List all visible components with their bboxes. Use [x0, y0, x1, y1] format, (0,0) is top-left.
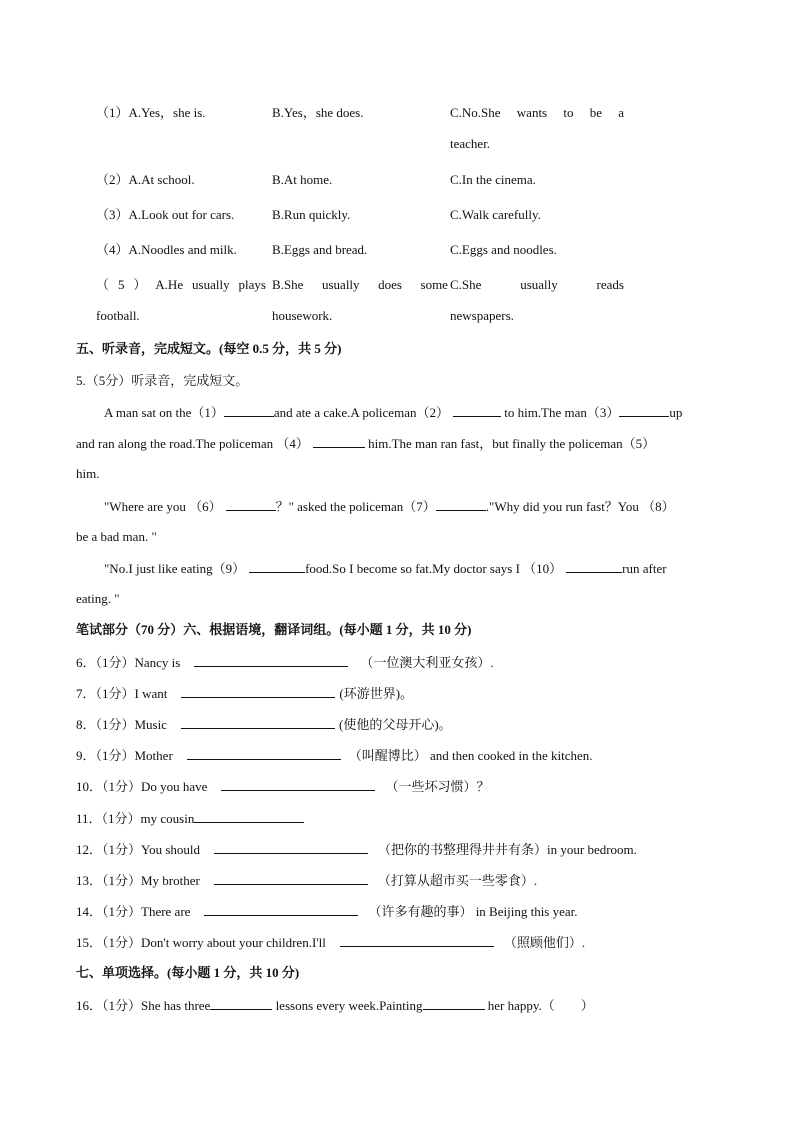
hint: （把你的书整理得井井有条）in your bedroom.	[378, 842, 637, 857]
question-text: 10．（1分）Do you have	[76, 779, 208, 794]
word: usually	[321, 277, 360, 292]
option-2b: B.At home.	[272, 172, 333, 187]
question-text: 16．（1分）She has three	[76, 998, 211, 1013]
question-text: 14．（1分）There are	[76, 904, 191, 919]
option-5a	[96, 277, 266, 293]
passage-line-2	[76, 435, 655, 452]
option-2a: （2）A.At school.	[96, 172, 195, 187]
word: reads	[596, 277, 624, 292]
blank-2[interactable]	[453, 404, 501, 417]
answer-blank[interactable]	[181, 716, 335, 729]
text: him.The man ran fast，but finally the policeman（5）	[364, 436, 656, 451]
question-10	[76, 778, 489, 795]
option-3b: B.Run quickly.	[272, 207, 351, 222]
text: food.So I become so fat.My doctor says I （10）	[305, 561, 563, 576]
option-1b: B.Yes，she does.	[272, 105, 364, 120]
question-text: 13．（1分）My brother	[76, 873, 200, 888]
question-text: lessons every week.Painting	[272, 998, 423, 1013]
question-16	[76, 997, 594, 1014]
text: ."Why did you run fast？You （8）	[485, 499, 675, 514]
option-5b	[272, 277, 448, 293]
word: be	[589, 105, 602, 120]
answer-blank[interactable]	[214, 872, 368, 885]
word: to	[563, 105, 574, 120]
word: does	[378, 277, 402, 292]
section-6-heading: 笔试部分（70 分）六、根据语境，翻译词组。(每小题 1 分，共 10 分)	[76, 622, 472, 637]
question-text: 15．（1分）Don't worry about your children.I'll	[76, 935, 326, 950]
question-15	[76, 934, 585, 951]
question-14	[76, 903, 578, 920]
answer-blank[interactable]	[181, 685, 335, 698]
text: to him.The man（3）	[500, 405, 620, 420]
question-9	[76, 747, 592, 764]
question-text: 7．（1分）I want	[76, 686, 168, 701]
answer-blank[interactable]	[194, 654, 348, 667]
hint: （许多有趣的事） in Beijing this year.	[368, 904, 578, 919]
hint: （打算从超市买一些零食）.	[377, 873, 538, 888]
answer-blank[interactable]	[210, 997, 272, 1010]
passage-line-4	[104, 498, 675, 515]
question-6	[76, 654, 494, 671]
text: run after	[622, 561, 667, 576]
answer-blank[interactable]	[204, 903, 358, 916]
passage-line-3: him.	[76, 466, 100, 481]
text: and ate a cake.A policeman（2）	[273, 405, 449, 420]
option-2c: C.In the cinema.	[450, 172, 536, 187]
option-3c: C.Walk carefully.	[450, 207, 541, 222]
text: up	[669, 405, 683, 420]
question-text: 6．（1分）Nancy is	[76, 655, 181, 670]
answer-blank[interactable]	[194, 810, 304, 823]
passage-line-5: be a bad man. "	[76, 529, 157, 544]
text: "Where are you （6）	[104, 499, 222, 514]
question-13	[76, 872, 537, 889]
option-5c	[450, 277, 624, 293]
word: （	[96, 277, 110, 292]
text: and ran along the road.The policeman （4）	[76, 436, 309, 451]
word: C.She	[450, 277, 482, 292]
word: B.She	[272, 277, 304, 292]
hint: (使他的父母开心)。	[339, 717, 452, 732]
blank-1[interactable]	[224, 404, 274, 417]
word: 5	[117, 277, 125, 292]
question-text: 8．（1分）Music	[76, 717, 168, 732]
question-12	[76, 841, 637, 858]
option-5a-cont: football.	[96, 308, 140, 323]
question-text: 12．（1分）You should	[76, 842, 201, 857]
hint: （一位澳大利亚女孩）.	[360, 655, 494, 670]
word: plays	[238, 277, 266, 292]
word: ）	[133, 277, 147, 292]
question-text: her happy.（ ）	[484, 998, 594, 1013]
option-1c-cont: teacher.	[450, 136, 491, 151]
blank-3[interactable]	[619, 404, 669, 417]
answer-blank[interactable]	[340, 934, 494, 947]
word: A.He	[155, 277, 184, 292]
option-4c: C.Eggs and noodles.	[450, 242, 557, 257]
option-5b-cont: housework.	[272, 308, 333, 323]
question-11	[76, 810, 304, 827]
option-4b: B.Eggs and bread.	[272, 242, 368, 257]
passage-line-1	[104, 404, 682, 421]
word: wants	[516, 105, 548, 120]
answer-blank[interactable]	[214, 841, 368, 854]
word: C.No.She	[450, 105, 501, 120]
option-4a: （4）A.Noodles and milk.	[96, 242, 237, 257]
section-5-heading: 五、听录音，完成短文。(每空 0.5 分，共 5 分)	[76, 341, 342, 356]
question-8	[76, 716, 452, 733]
hint: （叫醒博比） and then cooked in the kitchen.	[348, 748, 593, 763]
passage-line-7: eating. "	[76, 591, 120, 606]
text: "No.I just like eating（9）	[104, 561, 246, 576]
answer-blank[interactable]	[221, 778, 375, 791]
text: A man sat on the（1）	[104, 405, 224, 420]
question-7	[76, 685, 413, 702]
hint: (环游世界)。	[339, 686, 414, 701]
question-text: 9．（1分）Mother	[76, 748, 173, 763]
answer-blank[interactable]	[423, 997, 485, 1010]
hint: （照顾他们）.	[503, 935, 586, 950]
word: some	[420, 277, 448, 292]
blank-6[interactable]	[226, 498, 276, 511]
passage-line-6	[104, 560, 667, 577]
answer-blank[interactable]	[187, 747, 341, 760]
option-1a: （1）A.Yes，she is.	[96, 105, 206, 120]
blank-10[interactable]	[566, 560, 622, 573]
option-1c	[450, 105, 624, 121]
word: usually	[192, 277, 230, 292]
text: ？" asked the policeman（7）	[275, 499, 436, 514]
option-5c-cont: newspapers.	[450, 308, 514, 323]
blank-7[interactable]	[436, 498, 486, 511]
blank-9[interactable]	[249, 560, 305, 573]
word: usually	[520, 277, 558, 292]
question-5-title: 5.（5分）听录音，完成短文。	[76, 373, 249, 388]
word: a	[618, 105, 624, 120]
question-text: 11．（1分）my cousin	[76, 811, 195, 826]
section-7-heading: 七、单项选择。(每小题 1 分，共 10 分)	[76, 965, 300, 980]
option-3a: （3）A.Look out for cars.	[96, 207, 235, 222]
hint: （一些坏习惯）？	[385, 779, 490, 794]
blank-4[interactable]	[313, 435, 365, 448]
